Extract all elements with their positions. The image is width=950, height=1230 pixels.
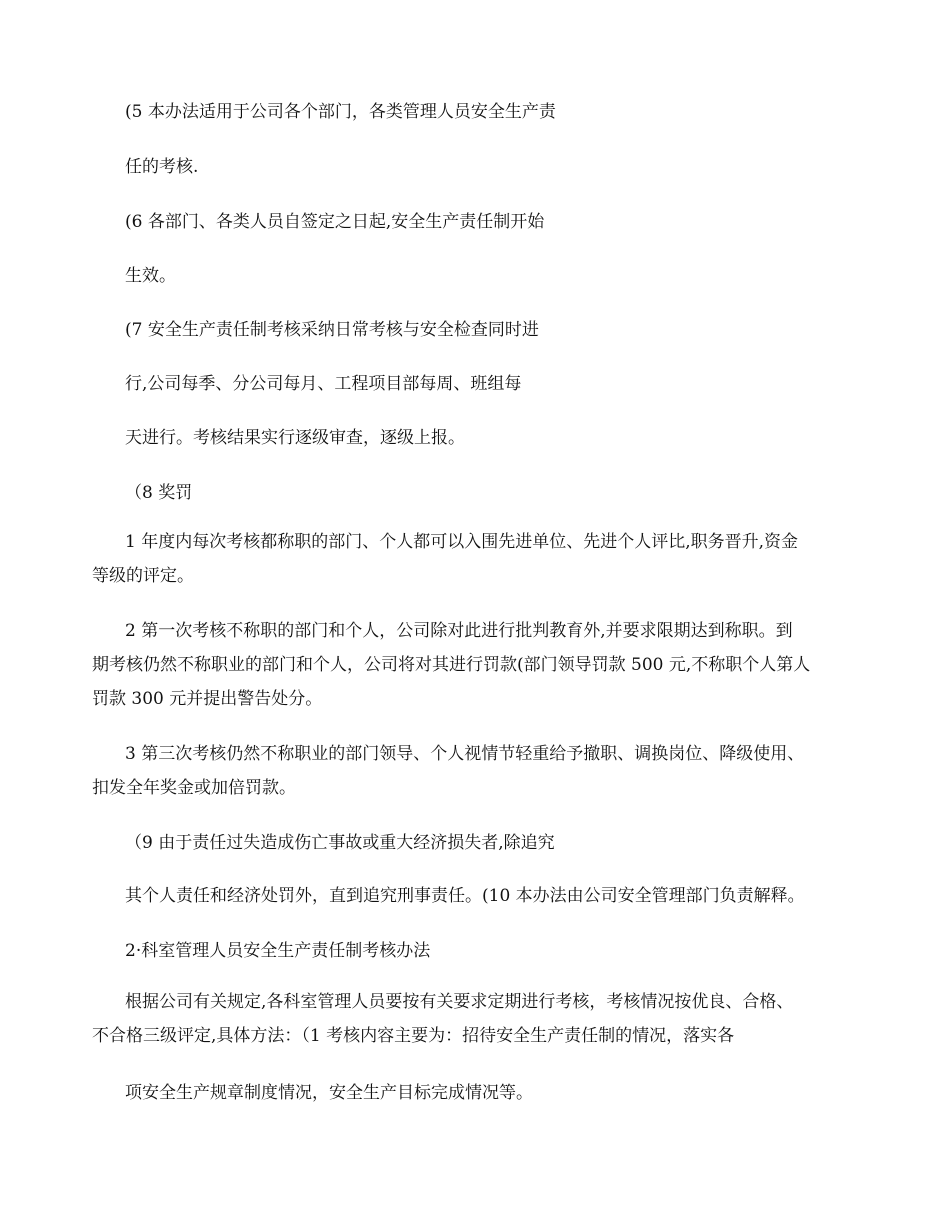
paragraph-7-line2: 行,公司每季、分公司每月、工程项目部每周、班组每 [125,374,522,394]
paragraph-7: (7 安全生产责任制考核采纳日常考核与安全检查同时进 [125,320,539,340]
penalty-item-3-line2: 扣发全年奖金或加倍罚款。 [92,778,296,798]
section-2-body-line1: 根据公司有关规定,各科室管理人员要按有关要求定期进行考核，考核情况按优良、合格、 [125,992,794,1012]
reward-item-1-line2: 等级的评定。 [92,566,194,586]
reward-item-1 [92,525,862,593]
paragraph-6-cont: 生效。 [125,266,176,286]
reward-item-1-line1: 1 年度内每次考核都称职的部门、个人都可以入围先进单位、先进个人评比,职务晋升,资金 [125,532,799,552]
penalty-item-2-line3: 罚款 300 元并提出警告处分。 [92,689,323,709]
penalty-item-2-line2: 期考核仍然不称职业的部门和个人，公司将对其进行罚款(部门领导罚款 500 元,不称职个人第人 [92,655,811,675]
section-2-heading: 2·科室管理人员安全生产责任制考核办法 [125,941,431,961]
section-2-body [92,985,862,1053]
penalty-item-3 [92,737,862,805]
paragraph-7-line3: 天进行。考核结果实行逐级审查，逐级上报。 [125,428,465,448]
paragraph-5: (5 本办法适用于公司各个部门，各类管理人员安全生产责 [125,102,556,122]
penalty-item-2-line1: 2 第一次考核不称职的部门和个人，公司除对此进行批判教育外,并要求限期达到称职。到 [125,621,793,641]
paragraph-6: (6 各部门、各类人员自签定之日起,安全生产责任制开始 [125,212,545,232]
paragraph-9-cont: 其个人责任和经济处罚外，直到追究刑事责任。(10 本办法由公司安全管理部门负责解释。 [125,886,805,906]
penalty-item-3-line1: 3 第三次考核仍然不称职业的部门领导、个人视情节轻重给予撤职、调换岗位、降级使用、 [125,744,805,764]
section-8-heading: （8 奖罚 [125,483,193,503]
section-2-body-line2: 不合格三级评定,具体方法：（1 考核内容主要为：招待安全生产责任制的情况，落实各 [92,1026,735,1046]
paragraph-9: （9 由于责任过失造成伤亡事故或重大经济损失者,除追究 [125,833,555,853]
section-2-body-cont: 项安全生产规章制度情况，安全生产目标完成情况等。 [125,1083,533,1103]
paragraph-5-cont: 任的考核. [125,157,199,177]
penalty-item-2 [92,614,862,716]
